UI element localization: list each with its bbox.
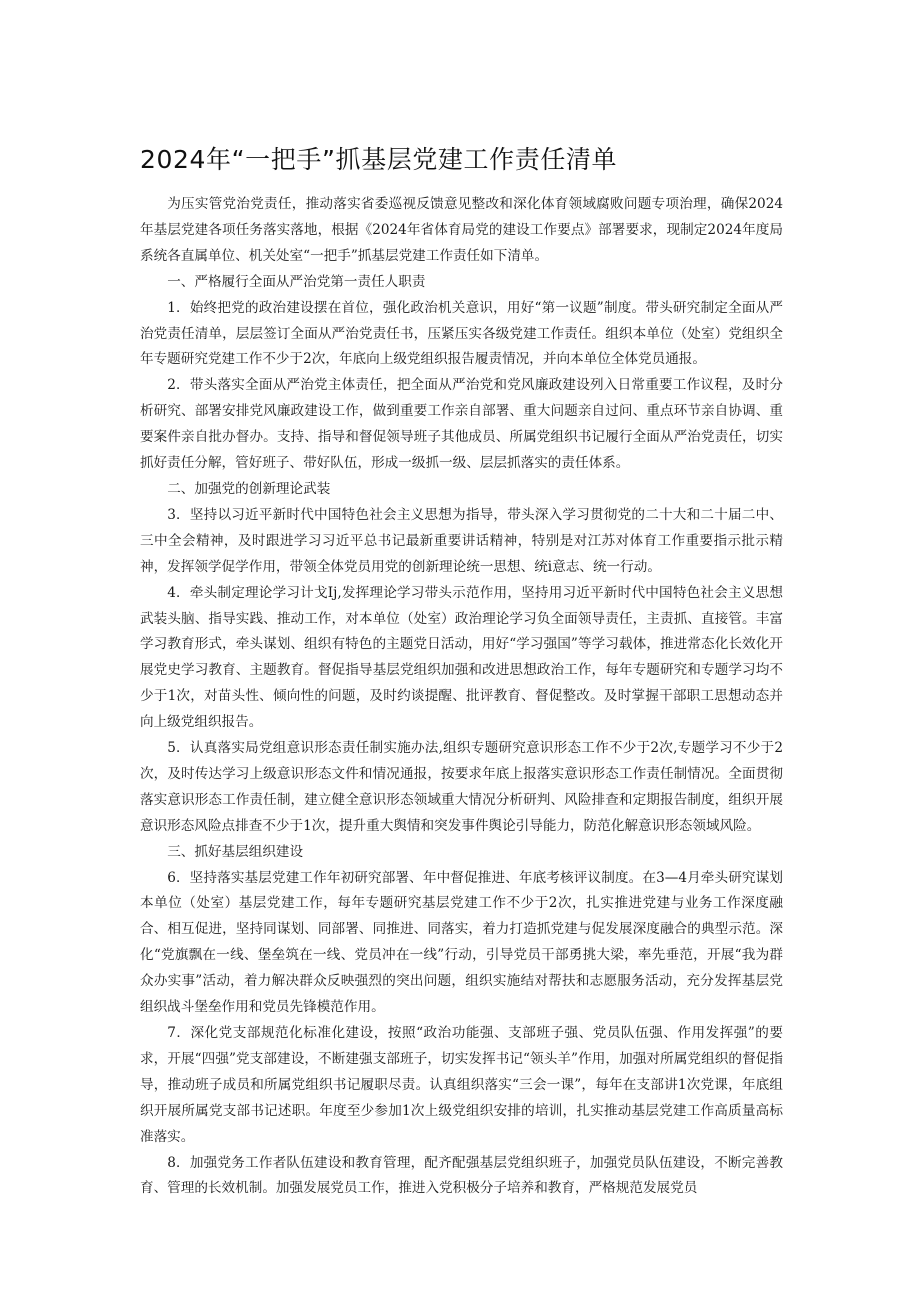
clause-paragraph-4: 4．牵头制定理论学习计戈Ij,发挥理论学习带头示范作用，坚持用习近平新时代中国特色社会主义思想武装头脑、指导实践、推动工作，对本单位（处室）政治理论学习负全面领导责任，主责抓、直接管。丰富学习教育形式，牵头谋划、组织有特色的主题党日活动，用好“学习强国”等学习载体，推进常态化长效化开展党史学习教育、主题教育。督促指导基层党组织加强和改进思想政治工作，每年专题研究和专题学习均不少于1次，对苗头性、倾向性的问题，及时约谈提醒、批评教育、督促整改。及时掌握干部职工思想动态并向上级党组织报告。 <box>140 584 783 731</box>
clause-paragraph-5: 5．认真落实局党组意识形态责任制实施办法,组织专题研究意识形态工作不少于2次,专题学习不少于2次，及时传达学习上级意识形态文件和情况通报，按要求年底上报落实意识形态工作责任制情况。全面贯彻落实意识形态工作责任制，建立健全意识形态领域重大情况分析研判、风险排查和定期报告制度，组织开展意识形态风险点排查不少于1次，提升重大舆情和突发事件舆论引导能力，防范化解意识形态领域风险。 <box>140 740 783 834</box>
section-heading-3: 三、抓好基层组织建设 <box>167 843 304 860</box>
clause-paragraph-3: 3．坚持以习近平新时代中国特色社会主义思想为指导，带头深入学习贯彻党的二十大和二十届二中、三中全会精神，及时跟进学习习近平总书记最新重要讲话精神，特别是对江苏对体育工作重要指示批示精神，发挥领学促学作用，带领全体党员用党的创新理论统一思想、统i意志、统一行动。 <box>140 506 783 575</box>
document-body <box>140 192 783 1202</box>
clause-paragraph-1: 1．始终把党的政治建设摆在首位，强化政治机关意识，用好“第一议题”制度。带头研究制定全面从严治党责任清单，层层签订全面从严治党责任书，压紧压实各级党建工作责任。组织本单位（处室）党组织全年专题研究党建工作不少于2次，年底向上级党组织报告履责情况，并向本单位全体党员通报。 <box>140 299 783 368</box>
section-heading-1: 一、严格履行全面从严治党第一责任人职责 <box>167 273 426 290</box>
clause-paragraph-7: 7．深化党支部规范化标准化建设，按照“政治功能强、支部班子强、党员队伍强、作用发挥强”的要求，开展“四强”党支部建设，不断建强支部班子，切实发挥书记“领头羊”作用，加强对所属党组织的督促指导，推动班子成员和所属党组织书记履职尽责。认真组织落实“三会一课”，每年在支部讲1次党课，年底组织开展所属党支部书记述职。年度至少参加1次上级党组织安排的培训，扎实推动基层党建工作高质量高标准落实。 <box>140 1025 783 1145</box>
document-title: 2024年“一把手”抓基层党建工作责任清单 <box>140 145 618 174</box>
clause-paragraph-8: 8．加强党务工作者队伍建设和教育管理，配齐配强基层党组织班子，加强党员队伍建设，不断完善教育、管理的长效机制。加强发展党员工作，推进入党积极分子培养和教育，严格规范发展党员 <box>140 1154 783 1197</box>
clause-paragraph-2: 2．带头落实全面从严治党主体责任，把全面从严治党和党风廉政建设列入日常重要工作议程，及时分析研究、部署安排党风廉政建设工作，做到重要工作亲自部署、重大问题亲自过问、重点环节亲自协调、重要案件亲自批办督办。支持、指导和督促领导班子其他成员、所属党组织书记履行全面从严治党责任，切实抓好责任分解，管好班子、带好队伍，形成一级抓一级、层层抓落实的责任体系。 <box>140 377 783 472</box>
intro-paragraph: 为压实管党治党责任，推动落实省委巡视反馈意见整改和深化体育领域腐败问题专项治理，确保2024年基层党建各项任务落实落地，根据《2024年省体育局党的建设工作要点》部署要求，现制定2024年度局系统各直属单位、机关处室“一把手”抓基层党建工作责任如下清单。 <box>140 196 783 264</box>
section-heading-2: 二、加强党的创新理论武装 <box>167 480 331 497</box>
clause-paragraph-6: 6．坚持落实基层党建工作年初研究部署、年中督促推进、年底考核评议制度。在3—4月牵头研究谋划本单位（处室）基层党建工作，每年专题研究基层党建工作不少于2次，扎实推进党建与业务工作深度融合、相互促进，坚持同谋划、同部署、同推进、同落实，着力打造抓党建与促发展深度融合的典型示范。深化“党旗飘在一线、堡垒筑在一线、党员冲在一线”行动，引导党员干部勇挑大梁，率先垂范，开展“我为群众办实事”活动，着力解决群众反映强烈的突出问题，组织实施结对帮扶和志愿服务活动，充分发挥基层党组织战斗堡垒作用和党员先锋模范作用。 <box>140 869 783 1016</box>
